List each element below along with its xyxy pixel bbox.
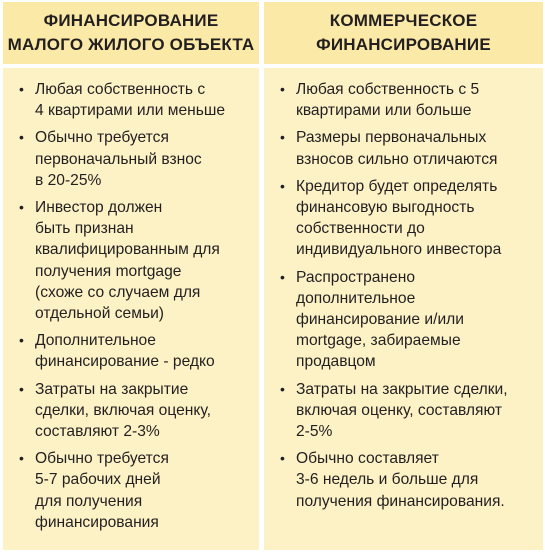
list-item xyxy=(278,79,533,121)
right-items-list xyxy=(278,79,533,512)
list-item xyxy=(17,197,249,324)
list-item-text: Распространено дополнительное финансирование и/или mortgage, забираемые продавцом xyxy=(296,268,464,371)
list-item xyxy=(17,330,249,372)
left-header-line2: МАЛОГО ЖИЛОГО ОБЪЕКТА xyxy=(7,35,255,54)
list-item-text: Затраты на закрытие сделки, включая оценку, составляют 2-5% xyxy=(296,380,508,441)
bullet-icon: • xyxy=(280,450,285,467)
right-column-body xyxy=(264,68,543,550)
list-item-text: Обычно составляет 3-6 недель и больше для получения финансирования. xyxy=(296,450,505,510)
bullet-icon: • xyxy=(19,199,24,216)
bullet-icon: • xyxy=(280,268,285,285)
list-item xyxy=(17,127,249,191)
right-header-line2: ФИНАНСИРОВАНИЕ xyxy=(316,35,491,54)
left-column-header xyxy=(3,2,259,64)
bullet-icon: • xyxy=(19,129,24,146)
bullet-icon: • xyxy=(280,129,285,146)
left-items-list xyxy=(17,79,249,533)
list-item xyxy=(278,267,533,373)
list-item-text: Размеры первоначальных взносов сильно отличаются xyxy=(296,129,498,168)
bullet-icon: • xyxy=(280,81,285,97)
list-item-text: Затраты на закрытие сделки, включая оценку, составляют 2-3% xyxy=(35,380,211,441)
bullet-icon: • xyxy=(19,380,24,397)
list-item xyxy=(17,79,249,121)
bullet-icon: • xyxy=(280,177,285,194)
bullet-icon: • xyxy=(19,332,24,349)
list-item-text: Дополнительное финансирование - редко xyxy=(35,332,215,371)
list-item xyxy=(278,176,533,261)
list-item xyxy=(278,379,533,443)
list-item-text: Обычно требуется первоначальный взнос в 20-25% xyxy=(35,129,202,189)
left-header-line1: ФИНАНСИРОВАНИЕ xyxy=(43,11,219,30)
list-item-text: Любая собственность с 5 квартирами или больше xyxy=(296,81,480,120)
bullet-icon: • xyxy=(19,450,24,467)
list-item-text: Кредитор будет определять финансовую выгодность собственности до индивидуального инвестора xyxy=(296,177,502,259)
left-column-body xyxy=(3,68,259,550)
list-item xyxy=(17,448,249,533)
right-header-line1: КОММЕРЧЕСКОЕ xyxy=(329,11,478,30)
list-item-text: Инвестор должен быть признан квалифицированным для получения mortgage (схоже со случаем для отдельной семьи) xyxy=(35,199,220,323)
list-item-text: Обычно требуется 5-7 рабочих дней для получения финансирования xyxy=(35,450,169,531)
list-item-text: Любая собственность с 4 квартирами или меньше xyxy=(35,81,226,120)
bullet-icon: • xyxy=(280,380,285,397)
list-item xyxy=(278,448,533,512)
list-item xyxy=(17,379,249,443)
right-column-header xyxy=(264,2,543,64)
bullet-icon: • xyxy=(19,81,24,97)
list-item xyxy=(278,127,533,169)
